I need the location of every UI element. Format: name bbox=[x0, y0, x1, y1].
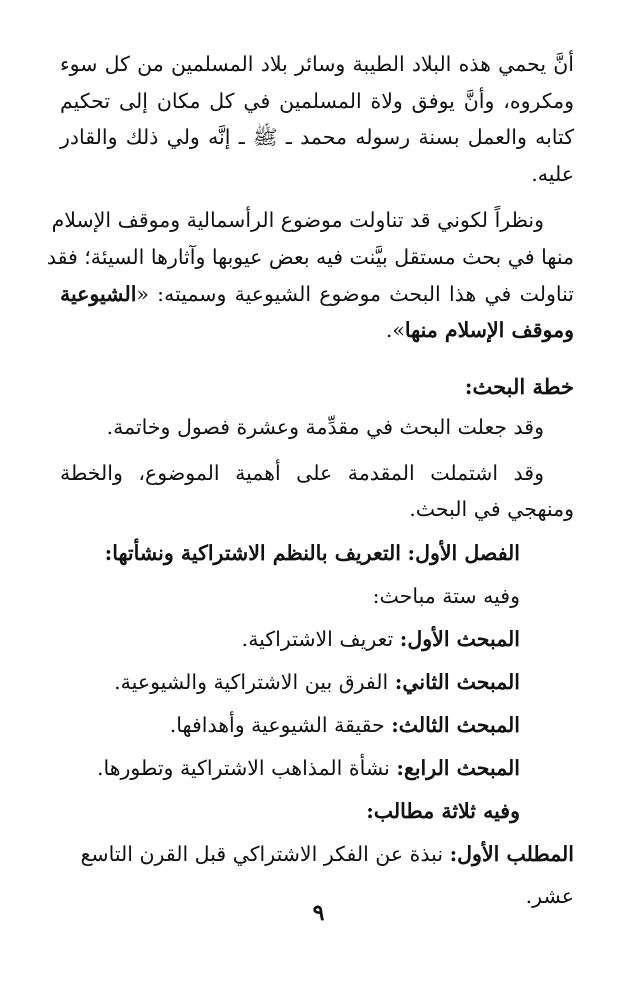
text-run: ». bbox=[385, 318, 405, 343]
subsection-intro-text: وفيه ثلاثة مطالب: bbox=[366, 798, 520, 823]
subsection-item bbox=[60, 833, 574, 876]
text-line: كتابه والعمل بسنة رسوله محمد ـ ﷺ ـ إنَّه ولي ذلك والقادر bbox=[60, 125, 574, 150]
section-item bbox=[60, 704, 574, 747]
plan-paragraph bbox=[60, 455, 574, 528]
page-number: ٩ bbox=[312, 900, 325, 926]
text-line bbox=[60, 276, 574, 313]
section-label: المبحث الرابع: bbox=[396, 755, 520, 780]
text-line: وقد اشتملت المقدمة على أهمية الموضوع، والخطة bbox=[60, 460, 544, 485]
section-text: تعريف الاشتراكية. bbox=[241, 626, 394, 651]
text-run: تناولت في هذا البحث موضوع الشيوعية وسميته: « bbox=[136, 281, 574, 306]
section-text: نشأة المذاهب الاشتراكية وتطورها. bbox=[96, 755, 390, 780]
text-line: ومكروه، وأنَّ يوفق ولاة المسلمين في كل مكان إلى تحكيم bbox=[60, 88, 574, 113]
section-text: الفرق بين الاشتراكية والشيوعية. bbox=[114, 669, 389, 694]
section-label: المبحث الثاني: bbox=[394, 669, 520, 694]
text-line: أنَّ يحمي هذه البلاد الطيبة وسائر بلاد المسلمين من كل سوء bbox=[60, 52, 574, 76]
bold-text: وموقف الإسلام منها bbox=[404, 318, 574, 343]
section-label: المبحث الثالث: bbox=[391, 712, 520, 737]
chapter-intro: وفيه ستة مباحث: bbox=[372, 583, 520, 608]
plan-line: وقد جعلت البحث في مقدِّمة وعشرة فصول وخاتمة. bbox=[106, 414, 544, 439]
bold-text: الشيوعية bbox=[60, 281, 137, 306]
intro-paragraph bbox=[60, 46, 574, 192]
section-item bbox=[60, 618, 574, 661]
text-line bbox=[60, 312, 574, 349]
section-label: المبحث الأول: bbox=[399, 626, 520, 651]
section-item bbox=[60, 747, 574, 790]
subsection-label: المطلب الأول: bbox=[449, 841, 574, 866]
text-line: ومنهجي في البحث. bbox=[409, 497, 574, 522]
chapter-title bbox=[60, 532, 574, 575]
subsection-cont: عشر. bbox=[525, 883, 574, 908]
subsection-text: نبذة عن الفكر الاشتراكي قبل القرن التاسع bbox=[80, 841, 444, 866]
text-line: منها في بحث مستقل بيَّنت فيه بعض عيوبها وآثارها السيئة؛ فقد bbox=[46, 244, 574, 269]
section-item bbox=[60, 661, 574, 704]
text-line: عليه. bbox=[531, 161, 574, 186]
page-body bbox=[46, 46, 574, 916]
chapter-label: الفصل الأول: bbox=[407, 540, 520, 565]
second-paragraph bbox=[46, 202, 574, 348]
subsection-intro bbox=[60, 790, 574, 833]
plan-heading: خطة البحث: bbox=[464, 373, 574, 399]
text-line: ونظراً لكوني قد تناولت موضوع الرأسمالية وموقف الإسلام bbox=[51, 208, 544, 233]
chapter-name: التعريف بالنظم الاشتراكية ونشأتها: bbox=[104, 540, 401, 565]
section-text: حقيقة الشيوعية وأهدافها. bbox=[169, 712, 385, 737]
